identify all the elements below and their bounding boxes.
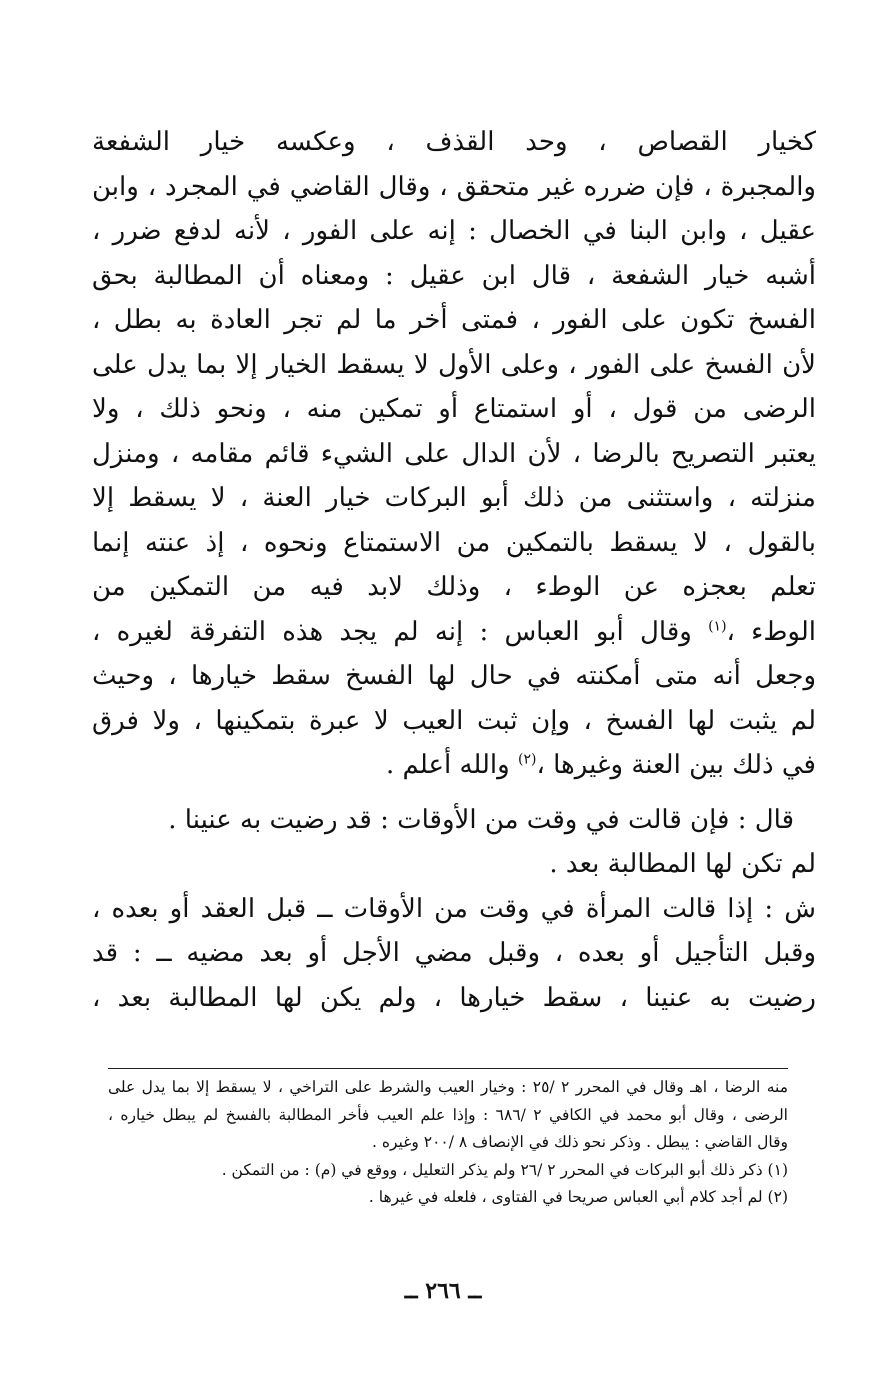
- text-segment: وقال أبو العباس : إنه لم يجد هذه التفرقة لغيره ،: [92, 616, 692, 647]
- text-segment: والله أعلم .: [386, 750, 510, 780]
- text-line: يعتبر التصريح بالرضا ، لأن الدال على الشيء قائم مقامه ، ومنزل: [92, 438, 816, 469]
- text-line: تعلم بعجزه عن الوطء ، وذلك لابد فيه من التمكين من: [92, 572, 816, 602]
- text-line: لم تكن لها المطالبة بعد .: [549, 849, 816, 879]
- text-line: أشبه خيار الشفعة ، قال ابن عقيل : ومعناه أن المطالبة بحق: [92, 260, 816, 291]
- text-line: والمجبرة ، فإن ضرره غير متحقق ، وقال القاضي في المجرد ، وابن: [92, 171, 816, 202]
- footnote-line: الرضى ، وقال أبو محمد في الكافي ٢ /٦٨٦ : وإذا علم العيب فأخر المطالبة بالفسخ لم يبطل خياره ،: [108, 1105, 788, 1124]
- text-line: لم يثبت لها الفسخ ، وإن ثبت العيب لا عبرة بتمكينها ، ولا فرق: [92, 705, 816, 736]
- text-line: [92, 743, 816, 788]
- text-line: بالقول ، لا يسقط بالتمكين من الاستمتاع ونحوه ، إذ عنته إنما: [92, 527, 816, 558]
- text-line: وقبل التأجيل أو بعده ، وقبل مضي الأجل أو بعد مضيه ــ : قد: [92, 938, 816, 968]
- footnote-divider: [108, 1068, 788, 1069]
- page-number: ــ ٢٦٦ ــ: [404, 1278, 482, 1304]
- footnotes: [108, 1074, 788, 1212]
- footnote-line: منه الرضا ، اهـ وقال في المحرر ٢ /٢٥ : وخيار العيب والشرط على التراخي ، لا يسقط إلا بما يدل على: [108, 1078, 788, 1096]
- text-line: الفسخ تكون على الفور ، فمتى أخر ما لم تجر العادة به بطل ،: [92, 305, 816, 335]
- text-line: لأن الفسخ على الفور ، وعلى الأول لا يسقط الخيار إلا بما يدل على: [92, 349, 816, 380]
- text-line: قال : فإن قالت في وقت من الأوقات : قد رضيت به عنينا .: [168, 804, 794, 835]
- footnote-ref-2[interactable]: (٢): [517, 751, 537, 768]
- footnote-1: (١) ذكر ذلك أبو البركات في المحرر ٢ /٢٦ ولم يذكر التعليل ، ووقع في (م) : من التمكن .: [221, 1160, 788, 1179]
- text-line: ش : إذا قالت المرأة في وقت من الأوقات ــ قبل العقد أو بعده ،: [92, 893, 816, 924]
- main-text: [92, 120, 816, 1020]
- text-line: وجعل أنه متى أمكنته في حال لها الفسخ سقط خيارها ، وحيث: [92, 661, 816, 691]
- footnote-line: وقال القاضي : يبطل . وذكر نحو ذلك في الإنصاف ٨ /٢٠٠ وغيره .: [372, 1133, 788, 1151]
- footnote-2: (٢) لم أجد كلام أبي العباس صريحا في الفتاوى ، فلعله في غيرها .: [368, 1188, 788, 1206]
- text-line: منزلته ، واستثنى من ذلك أبو البركات خيار العنة ، لا يسقط إلا: [92, 483, 816, 513]
- text-segment: الوطء ،: [726, 616, 816, 647]
- footnote-ref-1[interactable]: (١): [708, 617, 727, 634]
- text-line: [92, 610, 816, 655]
- text-segment: في ذلك بين العنة وغيرها ،: [536, 750, 816, 780]
- text-line: عقيل ، وابن البنا في الخصال : إنه على الفور ، لأنه لدفع ضرر ،: [92, 216, 816, 246]
- text-line: رضيت به عنينا ، سقط خيارها ، ولم يكن لها المطالبة بعد ،: [92, 982, 816, 1013]
- text-line: الرضى من قول ، أو استمتاع أو تمكين منه ، ونحو ذلك ، ولا: [92, 394, 816, 424]
- text-line: كخيار القصاص ، وحد القذف ، وعكسه خيار الشفعة: [92, 127, 816, 157]
